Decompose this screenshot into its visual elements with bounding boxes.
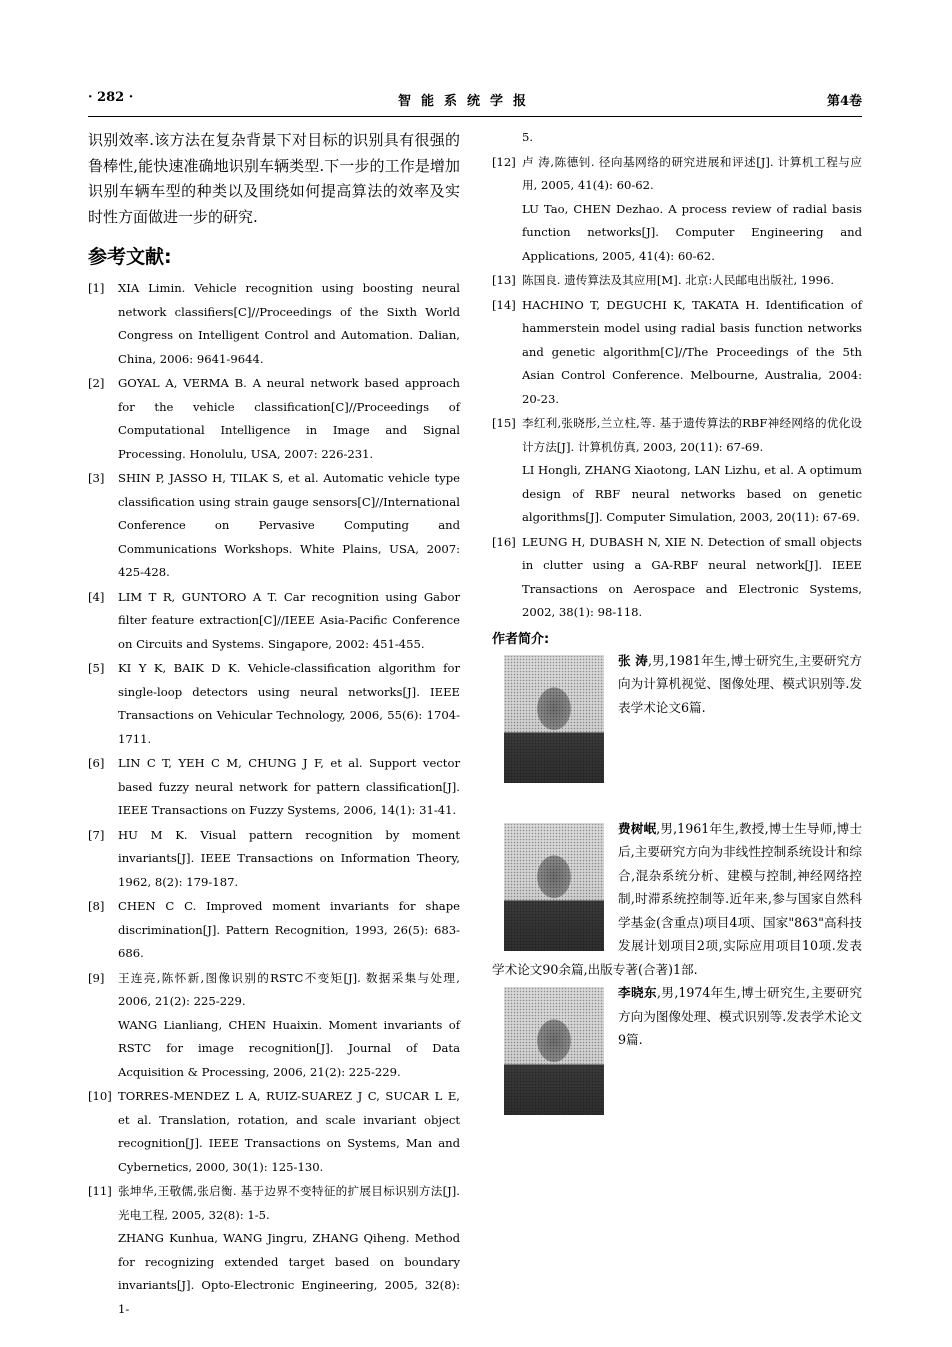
- reference-item: [88, 657, 460, 751]
- reference-english: ZHANG Kunhua, WANG Jingru, ZHANG Qiheng. Method for recognizing extended target based on boundary invariants[J]. Opto-Electronic Engineering, 2005, 32(8): 1-: [118, 1231, 460, 1316]
- reference-text: TORRES-MENDEZ L A, RUIZ-SUAREZ J C, SUCAR L E, et al. Translation, rotation, and scale invariant object recognition[J]. IEEE Transactions on Systems, Man and Cybernetics, 2000, 30(1): 125-130.: [118, 1089, 460, 1174]
- reference-number: [9]: [88, 970, 105, 985]
- reference-text: XIA Limin. Vehicle recognition using boosting neural network classifiers[C]//Proceedings of the Sixth World Congress on Intelligent Control and Automation. Dalian, China, 2006: 9641-9644.: [118, 281, 460, 366]
- left-column: [88, 128, 460, 1322]
- author-description: ,男,1961年生,教授,博士生导师,博士后,主要研究方向为非线性控制系统设计和综合,混杂系统分析、建模与控制,神经网络控制,时滞系统控制等.近年来,参与国家自然科学基金(含重点)项目4项、国家"863"高科技发展计划项目2项,实际应用项目10项.发表学术论文90余篇,出版专著(合著)1部.: [492, 820, 862, 977]
- reference-text: 张坤华,王敬儒,张启衡. 基于边界不变特征的扩展目标识别方法[J]. 光电工程, 2005, 32(8): 1-5.: [118, 1184, 460, 1222]
- reference-number: [11]: [88, 1184, 112, 1198]
- reference-item: [492, 269, 862, 293]
- reference-number: [8]: [88, 899, 105, 913]
- reference-english: LU Tao, CHEN Dezhao. A process review of radial basis function networks[J]. Computer Engineering and Applications, 2005, 41(4): 60-62.: [522, 201, 862, 263]
- reference-number: [15]: [492, 416, 516, 430]
- author-name: 李晓东: [618, 985, 657, 1000]
- reference-number: [5]: [88, 661, 105, 675]
- reference-number: [4]: [88, 589, 105, 604]
- reference-text: GOYAL A, VERMA B. A neural network based approach for the vehicle classification[C]//Proceedings of Computational Intelligence in Image and Signal Processing. Honolulu, USA, 2007: 226-231.: [118, 376, 460, 461]
- page-number: · 282 ·: [88, 90, 134, 105]
- reference-text: 李红利,张晓彤,兰立柱,等. 基于遗传算法的RBF神经网络的优化设计方法[J]. 计算机仿真, 2003, 20(11): 67-69.: [522, 416, 862, 454]
- reference-number: [13]: [492, 273, 516, 287]
- reference-text: 陈国良. 遗传算法及其应用[M]. 北京:人民邮电出版社, 1996.: [522, 273, 835, 287]
- author-photo: [504, 823, 604, 951]
- page-header: [88, 90, 862, 114]
- header-rule: [88, 116, 862, 117]
- reference-number: [3]: [88, 471, 105, 485]
- author-bio: [492, 649, 862, 787]
- reference-text: 王连亮,陈怀新,图像识别的RSTC不变矩[J]. 数据采集与处理, 2006, 21(2): 225-229.: [118, 970, 460, 1008]
- reference-text: CHEN C C. Improved moment invariants for shape discrimination[J]. Pattern Recognition, 1993, 26(5): 683-686.: [118, 899, 460, 960]
- reference-text: HU M K. Visual pattern recognition by moment invariants[J]. IEEE Transactions on Information Theory, 1962, 8(2): 179-187.: [118, 827, 460, 889]
- reference-english: LI Hongli, ZHANG Xiaotong, LAN Lizhu, et al. A optimum design of RBF neural networks based on genetic algorithms[J]. Computer Simulation, 2003, 20(11): 67-69.: [522, 463, 862, 524]
- reference-item: [88, 967, 460, 1085]
- author-bio: [492, 981, 862, 1119]
- reference-item: [88, 372, 460, 466]
- reference-number: [14]: [492, 297, 516, 312]
- author-description: ,男,1974年生,博士研究生,主要研究方向为图像处理、模式识别等.发表学术论文9篇.: [618, 985, 862, 1047]
- reference-item: [88, 586, 460, 657]
- journal-title: 智能系统学报: [398, 94, 537, 109]
- reference-item: [88, 1180, 460, 1321]
- reference-number: [16]: [492, 534, 516, 549]
- author-photo: [504, 655, 604, 783]
- reference-number: [1]: [88, 281, 105, 295]
- volume-label: 第4卷: [826, 94, 862, 109]
- reference-item: [492, 151, 862, 269]
- reference-number: [6]: [88, 756, 105, 770]
- reference-item: [88, 467, 460, 585]
- reference-text: SHIN P, JASSO H, TILAK S, et al. Automatic vehicle type classification using strain gauge sensors[C]//International Conference on Pervasive Computing and Communications Workshops. White Plains, USA, 2007: 425-428.: [118, 471, 460, 579]
- reference-continuation: 5.: [522, 130, 534, 144]
- author-intro-heading: 作者简介:: [492, 631, 550, 647]
- reference-text: LIM T R, GUNTORO A T. Car recognition using Gabor filter feature extraction[C]//IEEE Asia-Pacific Conference on Circuits and Systems. Singapore, 2002: 451-455.: [118, 589, 460, 651]
- author-bio: [88, 817, 862, 982]
- reference-item: [492, 294, 862, 412]
- intro-paragraph: 识别效率.该方法在复杂背景下对目标的识别具有很强的鲁棒性,能快速准确地识别车辆类型.下一步的工作是增加识别车辆车型的种类以及围绕如何提高算法的效率及实时性方面做进一步的研究.: [88, 131, 460, 226]
- reference-text: KI Y K, BAIK D K. Vehicle-classification algorithm for single-loop detectors using neural networks[J]. IEEE Transactions on Vehicular Technology, 2006, 55(6): 1704-1711.: [118, 661, 460, 746]
- reference-item: [492, 412, 862, 530]
- reference-number: [12]: [492, 154, 516, 169]
- author-name: 张 涛: [618, 652, 648, 668]
- reference-item: [492, 531, 862, 625]
- reference-number: [2]: [88, 376, 105, 390]
- reference-text: LIN C T, YEH C M, CHUNG J F, et al. Support vector based fuzzy neural network for pattern classification[J]. IEEE Transactions on Fuzzy Systems, 2006, 14(1): 31-41.: [118, 756, 460, 817]
- reference-item: [88, 752, 460, 823]
- author-name: 费树岷: [618, 820, 657, 836]
- reference-english: WANG Lianliang, CHEN Huaixin. Moment invariants of RSTC for image recognition[J]. Journal of Data Acquisition & Processing, 2006, 21(2): 225-229.: [118, 1017, 460, 1079]
- reference-item: [88, 1085, 460, 1179]
- reference-item: [88, 277, 460, 371]
- reference-text: HACHINO T, DEGUCHI K, TAKATA H. Identification of hammerstein model using radial basis function networks and genetic algorithm[C]//The Proceedings of the 5th Asian Control Conference. Melbourne, Australia, 2004: 20-23.: [522, 297, 862, 406]
- reference-text: 卢 涛,陈德钊. 径向基网络的研究进展和评述[J]. 计算机工程与应用, 2005, 41(4): 60-62.: [522, 154, 862, 192]
- references-title: 参考文献:: [88, 246, 172, 268]
- right-column: [492, 126, 862, 1119]
- author-photo: [504, 987, 604, 1115]
- reference-text: LEUNG H, DUBASH N, XIE N. Detection of small objects in clutter using a GA-RBF neural network[J]. IEEE Transactions on Aerospace and Electronic Systems, 2002, 38(1): 98-118.: [522, 534, 862, 619]
- reference-number: [7]: [88, 827, 105, 842]
- reference-number: [10]: [88, 1089, 112, 1103]
- author-description: ,男,1981年生,博士研究生,主要研究方向为计算机视觉、图像处理、模式识别等.发表学术论文6篇.: [618, 652, 862, 715]
